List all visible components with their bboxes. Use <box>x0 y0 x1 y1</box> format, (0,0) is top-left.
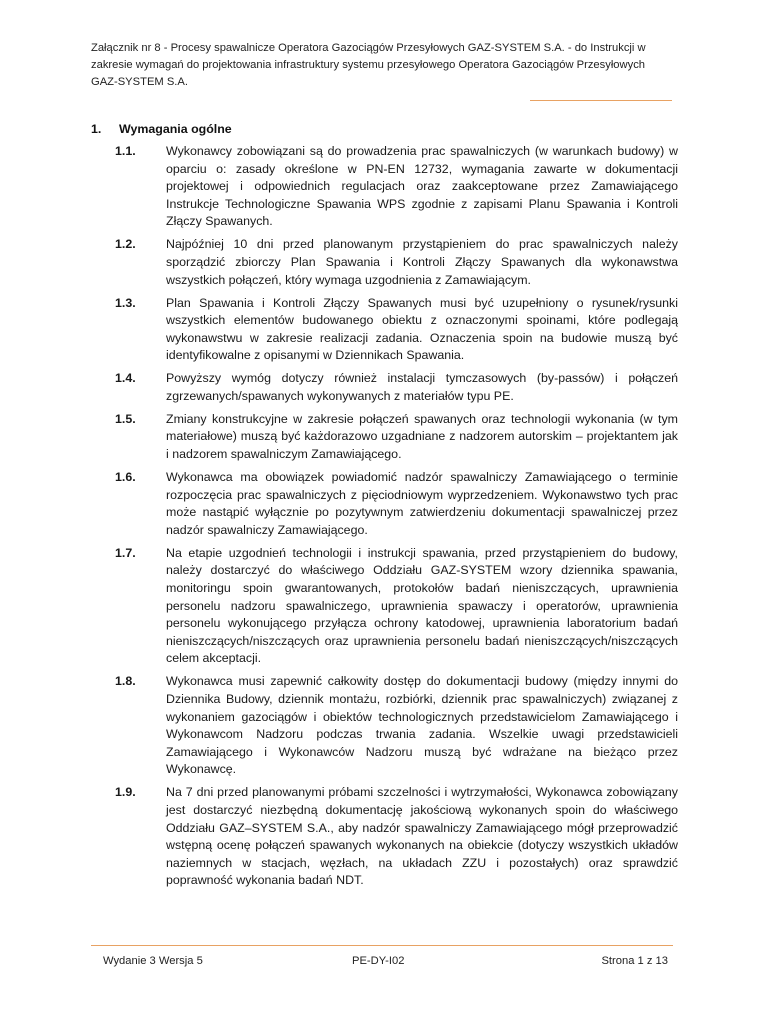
requirements-list <box>115 143 678 895</box>
footer-doc-code: PE-DY-I02 <box>352 955 405 967</box>
item-number: 1.3. <box>115 295 136 310</box>
item-text: Na etapie uzgodnień technologii i instrukcji spawania, przed przystąpieniem do budowy, należy dostarczyć do właściwego Oddziału GAZ-SYSTEM wzory dziennika spawania, monitoringu spoin gwarantowanych, protokołów badań nieniszczących, uprawnienia personelu nadzoru spawalniczego, uprawnienia spawaczy i operatorów, uprawnienia personelu wykonującego przyłącza ochrony katodowej, uprawnienia laboratorium badań nieniszczących/niszczących oraz uprawnienia personelu badań nieniszczących/niszczących celem akceptacji. <box>166 545 678 666</box>
item-text: Wykonawcy zobowiązani są do prowadzenia prac spawalniczych (w warunkach budowy) w oparciu o: zasady określone w PN-EN 12732, wymagania zawarte w dokumentacji projektowej i odpowiednich regulacjach oraz zaakceptowane przez Zamawiającego Instrukcje Technologiczne Spawania WPS zgodnie z zapisami Planu Spawania i Kontroli Złączy Spawanych. <box>166 144 678 229</box>
document-header: Załącznik nr 8 - Procesy spawalnicze Operatora Gazociągów Przesyłowych GAZ-SYSTEM S.A. - do Instrukcji w zakresie wymagań do projektowania infrastruktury systemu przesyłowego Operatora Gazociągów Przesyłowych GAZ-SYSTEM S.A. <box>91 42 646 88</box>
item-text: Wykonawca musi zapewnić całkowity dostęp do dokumentacji budowy (między innymi do Dziennika Budowy, dziennik montażu, rozbiórki, dziennik prac spawalniczych) związanej z wykonaniem gazociągów i obiektów technologicznych przedstawicielom Zamawiającego i Wykonawcom Nadzoru podczas trwania zadania. Wszelkie uwagi przedstawicieli Zamawiającego i Wykonawców Nadzoru muszą być wdrażane na bieżąco przez Wykonawcę. <box>166 674 678 777</box>
list-item <box>115 469 678 539</box>
list-item <box>115 673 678 779</box>
header-rule <box>530 100 672 101</box>
item-text: Wykonawca ma obowiązek powiadomić nadzór spawalniczy Zamawiającego o terminie rozpoczęcia prac spawalniczych z pięciodniowym wyprzedzeniem. Wykonawstwo tych prac może nastąpić wyłącznie po pozytywnym zatwierdzeniu dokumentacji spawalniczej przez nadzór spawalniczy Zamawiającego. <box>166 470 678 537</box>
item-number: 1.2. <box>115 237 136 252</box>
list-item <box>115 545 678 668</box>
list-item <box>115 143 678 231</box>
list-item <box>115 236 678 289</box>
item-text: Zmiany konstrukcyjne w zakresie połączeń spawanych oraz technologii wykonania (w tym materiałowe) muszą być każdorazowo uzgadniane z nadzorem autorskim – projektantem jak i nadzorem spawalniczym Zamawiającego. <box>166 411 678 462</box>
item-text: Na 7 dni przed planowanymi próbami szczelności i wytrzymałości, Wykonawca zobowiązany jest dostarczyć niezbędną dokumentację jakościową wykonanych spoin do właściwego Oddziału GAZ–SYSTEM S.A., aby nadzór spawalniczy Zamawiającego mógł przeprowadzić wstępną ocenę połączeń spawanych wykonanych na obiekcie (dotyczy wszystkich układów naziemnych w stacjach, węzłach, na układach ZZU i pozostałych) oraz sprawdzić poprawność wykonania badań NDT. <box>166 785 678 888</box>
list-item <box>115 784 678 890</box>
footer-rule <box>91 945 673 946</box>
item-number: 1.5. <box>115 411 136 426</box>
list-item <box>115 411 678 464</box>
section-heading <box>91 122 232 136</box>
item-number: 1.6. <box>115 470 136 485</box>
footer-page-number: Strona 1 z 13 <box>601 955 668 967</box>
item-number: 1.7. <box>115 545 136 560</box>
list-item <box>115 295 678 365</box>
footer-edition: Wydanie 3 Wersja 5 <box>103 955 203 967</box>
item-number: 1.8. <box>115 674 136 689</box>
item-number: 1.4. <box>115 371 136 386</box>
item-text: Plan Spawania i Kontroli Złączy Spawanych musi być uzupełniony o rysunek/rysunki wszystkich elementów budowanego obiektu z oznaczonymi spoinami, które podlegają wykonawstwu w zakresie realizacji zadania. Oznaczenia spoin na budowie muszą być identyfikowalne z opisanymi w Dziennikach Spawania. <box>166 295 678 363</box>
list-item <box>115 370 678 405</box>
item-text: Powyższy wymóg dotyczy również instalacji tymczasowych (by-passów) i połączeń zgrzewanych/spawanych wykonywanych z materiałów typu PE. <box>166 371 678 403</box>
item-number: 1.9. <box>115 785 136 800</box>
section-number: 1. <box>91 122 102 136</box>
section-title: Wymagania ogólne <box>119 122 232 136</box>
item-text: Najpóźniej 10 dni przed planowanym przystąpieniem do prac spawalniczych należy sporządzić zbiorczy Plan Spawania i Kontroli Złączy Spawanych dla wykonawstwa wszystkich połączeń, który wymaga uzgodnienia z Zamawiającym. <box>166 237 678 287</box>
item-number: 1.1. <box>115 144 136 158</box>
